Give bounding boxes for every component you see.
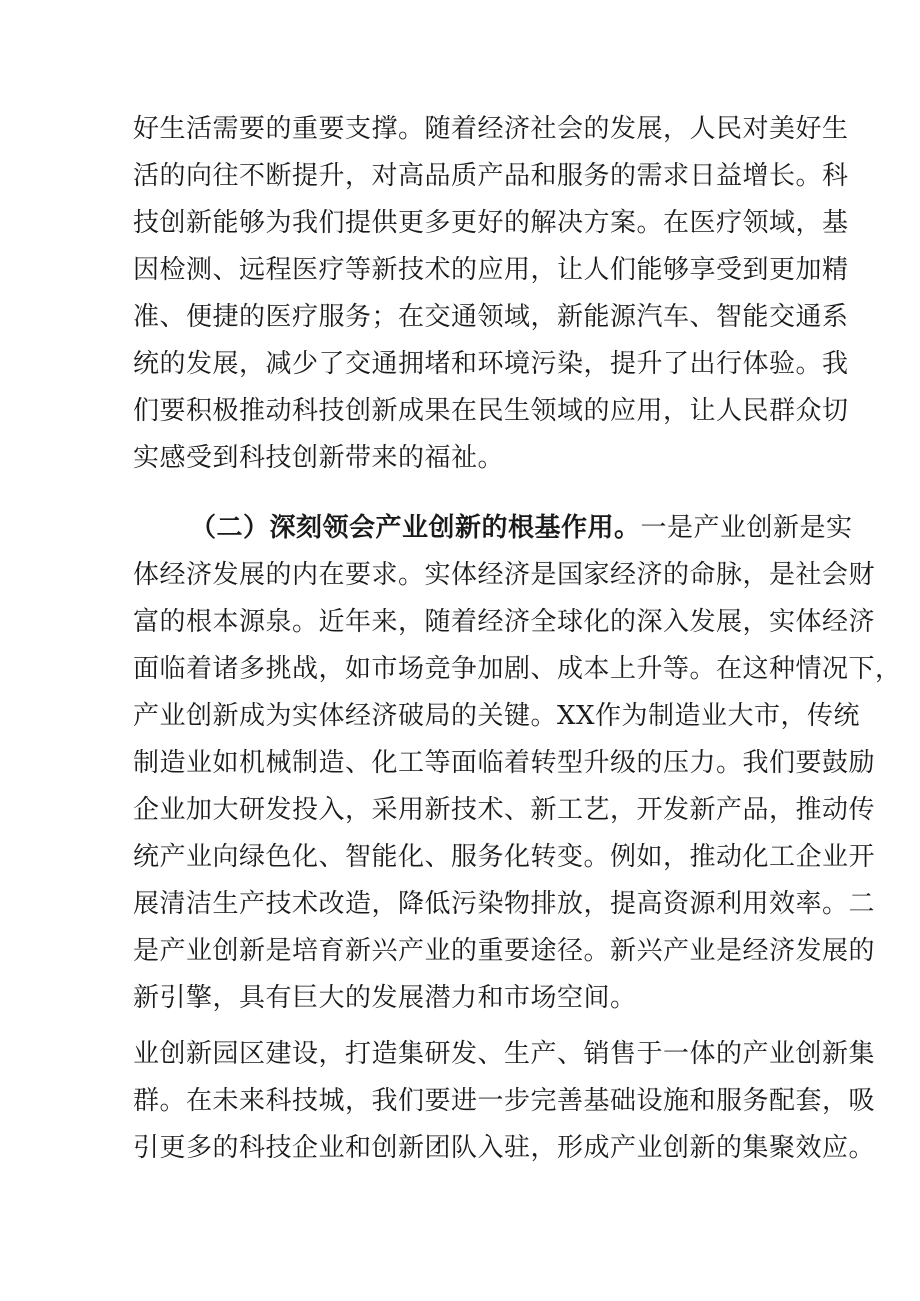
paragraph-1-line-6: 统的发展，减少了交通拥堵和环境污染，提升了出行体验。我 [133,349,849,379]
section-2-first-line [190,512,853,544]
paragraph-2-line-2: 富的根本源泉。近年来，随着经济全球化的深入发展，实体经济 [133,607,876,637]
paragraph-2-line-4: 产业创新成为实体经济破局的关键。XX作为制造业大市，传统 [133,701,861,731]
paragraph-2-line-10: 新引擎，具有巨大的发展潜力和市场空间。 [133,983,637,1013]
paragraph-2-line-3: 面临着诸多挑战，如市场竞争加剧、成本上升等。在这种情况下， [133,654,902,684]
paragraph-3-line-1: 业创新园区建设，打造集研发、生产、销售于一体的产业创新集 [133,1039,876,1069]
section-2-heading: （二）深刻领会产业创新的根基作用。 [190,513,641,543]
paragraph-1-line-1: 好生活需要的重要支撑。随着经济社会的发展，人民对美好生 [133,114,849,144]
paragraph-1-line-4: 因检测、远程医疗等新技术的应用，让人们能够享受到更加精 [133,255,849,285]
paragraph-2-line-8: 展清洁生产技术改造，降低污染物排放，提高资源利用效率。二 [133,889,876,919]
paragraph-1-line-3: 技创新能够为我们提供更多更好的解决方案。在医疗领域，基 [133,208,849,238]
paragraph-2-line-6: 企业加大研发投入，采用新技术、新工艺，开发新产品，推动传 [133,795,876,825]
paragraph-2-line-5: 制造业如机械制造、化工等面临着转型升级的压力。我们要鼓励 [133,748,876,778]
paragraph-3-line-3: 引更多的科技企业和创新团队入驻，形成产业创新的集聚效应。 [133,1133,876,1163]
paragraph-2-lead: 一是产业创新是实 [640,513,853,543]
paragraph-1-line-2: 活的向往不断提升，对高品质产品和服务的需求日益增长。科 [133,161,849,191]
paragraph-1-line-7: 们要积极推动科技创新成果在民生领域的应用，让人民群众切 [133,396,849,426]
paragraph-1-line-5: 准、便捷的医疗服务；在交通领域，新能源汽车、智能交通系 [133,302,849,332]
paragraph-3-line-2: 群。在未来科技城，我们要进一步完善基础设施和服务配套，吸 [133,1086,876,1116]
paragraph-2-line-7: 统产业向绿色化、智能化、服务化转变。例如，推动化工企业开 [133,842,876,872]
paragraph-2-line-9: 是产业创新是培育新兴产业的重要途径。新兴产业是经济发展的 [133,936,876,966]
paragraph-1-line-8: 实感受到科技创新带来的福祉。 [133,443,505,473]
paragraph-2-line-1: 体经济发展的内在要求。实体经济是国家经济的命脉，是社会财 [133,560,876,590]
